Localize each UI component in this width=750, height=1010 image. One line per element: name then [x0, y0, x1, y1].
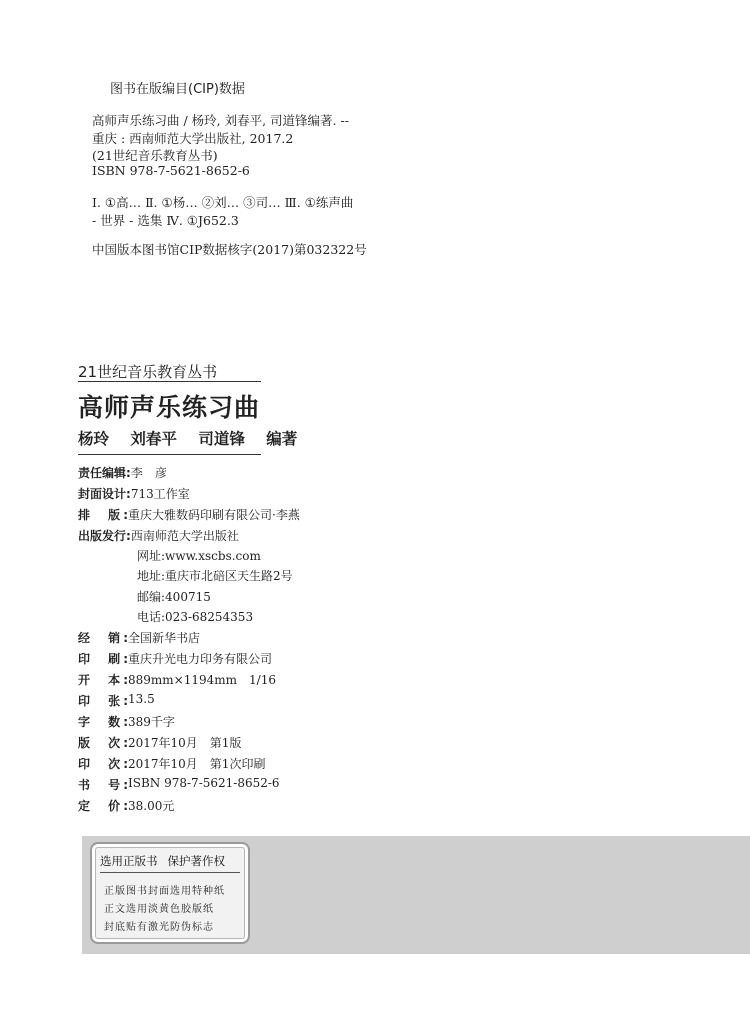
spec-row-edition: [78, 734, 241, 751]
cip-heading: 图书在版编目(CIP)数据: [110, 82, 245, 97]
divider: [78, 381, 261, 382]
info-label: 责任编辑:: [78, 466, 131, 480]
anti-counterfeit-line: 正版图书封面选用特种纸: [104, 886, 225, 897]
info-value: 2017年10月 第1次印刷: [128, 757, 266, 771]
publisher-phone: 电话:023-68254353: [137, 610, 254, 624]
info-label: 版 次:: [78, 736, 128, 750]
info-value: 889mm×1194mm 1/16: [128, 673, 276, 687]
info-value: 重庆升光电力印务有限公司: [128, 652, 273, 666]
info-label: 印 张:: [78, 694, 128, 708]
info-label: 印 刷:: [78, 652, 128, 666]
info-value: 389千字: [128, 715, 175, 729]
cip-line: Ⅰ. ①高… Ⅱ. ①杨… ②刘… ③司… Ⅲ. ①练声曲: [92, 195, 354, 210]
info-value: 全国新华书店: [128, 631, 201, 645]
info-label: 排 版:: [78, 508, 128, 522]
anti-counterfeit-title: [100, 853, 235, 869]
info-value: 713工作室: [130, 487, 190, 501]
info-value: 2017年10月 第1版: [128, 736, 242, 750]
info-value: 38.00元: [128, 799, 175, 813]
spec-row-printing: [78, 755, 265, 772]
info-row-publisher: [78, 527, 239, 544]
cip-line: 中国版本图书馆CIP数据核字(2017)第032322号: [92, 242, 367, 257]
info-label: 出版发行:: [78, 529, 131, 543]
info-label: 经 销:: [78, 631, 128, 645]
info-row-cover-design: [78, 485, 190, 502]
spec-row-printer: [78, 650, 272, 667]
cip-line: ISBN 978-7-5621-8652-6: [92, 163, 250, 178]
info-value: 西南师范大学出版社: [130, 529, 239, 543]
info-value: 李 彦: [130, 466, 167, 480]
info-value: ISBN 978-7-5621-8652-6: [128, 776, 280, 790]
series-name: 21世纪音乐教育丛书: [78, 363, 218, 381]
anti-counterfeit-notice: [90, 842, 250, 944]
spec-row-price: [78, 797, 174, 814]
book-title: 高师声乐练习曲: [78, 393, 261, 422]
cip-line: - 世界 - 选集 Ⅳ. ①J652.3: [92, 213, 239, 228]
spec-row-isbn: [78, 776, 280, 793]
spec-row-format: [78, 671, 276, 688]
info-value: 重庆大雅数码印刷有限公司·李燕: [128, 508, 300, 522]
cip-line: 高师声乐练习曲 / 杨玲, 刘春平, 司道锋编著. --: [92, 113, 349, 128]
divider: [78, 454, 261, 455]
info-label: 字 数:: [78, 715, 128, 729]
author-name: 杨玲: [78, 430, 110, 448]
info-value: 13.5: [128, 692, 155, 706]
info-label: 印 次:: [78, 757, 128, 771]
publisher-postcode: 邮编:400715: [137, 590, 211, 604]
spec-row-word-count: [78, 713, 175, 730]
anti-counterfeit-title-left: 选用正版书: [100, 854, 158, 868]
info-label: 封面设计:: [78, 487, 131, 501]
spec-row-distributor: [78, 629, 200, 646]
info-label: 定 价:: [78, 799, 128, 813]
info-label: 开 本:: [78, 673, 128, 687]
author-role: 编著: [266, 430, 298, 448]
author-name: 司道锋: [198, 430, 245, 448]
info-row-editor: [78, 464, 167, 481]
spec-row-sheets: [78, 692, 155, 709]
anti-counterfeit-line: 封底贴有激光防伪标志: [104, 922, 214, 933]
authors: [78, 427, 313, 449]
publisher-address: 地址:重庆市北碚区天生路2号: [137, 569, 293, 583]
divider: [100, 872, 240, 873]
anti-counterfeit-line: 正文选用淡黄色胶版纸: [104, 904, 214, 915]
author-name: 刘春平: [130, 430, 177, 448]
cip-line: 重庆 : 西南师范大学出版社, 2017.2: [92, 131, 294, 146]
publisher-website: 网址:www.xscbs.com: [137, 549, 261, 563]
anti-counterfeit-title-right: 保护著作权: [167, 854, 225, 868]
cip-line: (21世纪音乐教育丛书): [92, 148, 218, 163]
info-row-typesetting: [78, 506, 300, 523]
info-label: 书 号:: [78, 778, 128, 792]
